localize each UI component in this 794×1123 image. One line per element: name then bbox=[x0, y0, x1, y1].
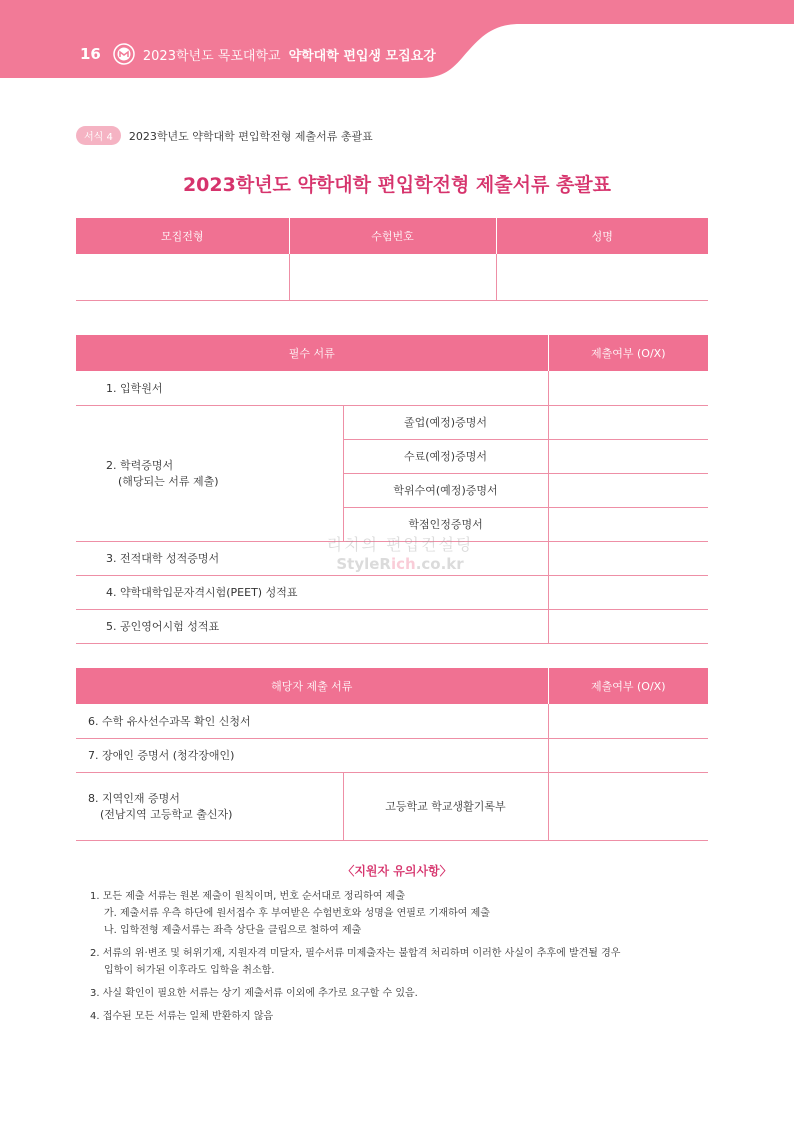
doc-graduation-cert: 졸업(예정)증명서 bbox=[343, 405, 548, 439]
note-1b-text: 나. 입학전형 제출서류는 좌측 상단을 클립으로 철하여 제출 bbox=[104, 925, 362, 936]
doc-disability-cert: 7. 장애인 증명서 (청각장애인) bbox=[76, 738, 548, 772]
note-2-text: 2. 서류의 위·변조 및 허위기재, 지원자격 미달자, 필수서류 미제출자는 불합격 처리하며 이러한 사실이 추후에 발견될 경우 bbox=[90, 948, 621, 959]
note-2b-text: 입학이 허가된 이후라도 입학을 취소함. bbox=[104, 965, 275, 976]
submit-check-1[interactable] bbox=[548, 371, 708, 405]
note-2 bbox=[90, 945, 690, 979]
doc-credit-cert: 학점인정증명서 bbox=[343, 507, 548, 541]
page-number: 16 bbox=[80, 45, 101, 63]
optional-documents-table bbox=[76, 668, 708, 841]
submit-check-2d[interactable] bbox=[548, 507, 708, 541]
header-title-plain: 2023학년도 목포대학교 bbox=[142, 48, 281, 64]
doc-math-prereq: 6. 수학 유사선수과목 확인 신청서 bbox=[76, 704, 548, 738]
header-band bbox=[0, 0, 794, 78]
doc-transcript: 3. 전적대학 성적증명서 bbox=[76, 541, 548, 575]
watermark-part-a: StyleR bbox=[336, 555, 391, 573]
header-submit-status: 제출여부 (O/X) bbox=[548, 335, 708, 371]
watermark-part-c: .co.kr bbox=[415, 555, 464, 573]
note-3 bbox=[90, 985, 690, 1002]
watermark-part-b: ich bbox=[390, 555, 416, 573]
doc-peet-score: 4. 약학대학입문자격시험(PEET) 성적표 bbox=[76, 575, 548, 609]
doc-education-certificate bbox=[76, 405, 343, 541]
header-title-bold: 약학대학 편입생 모집요강 bbox=[288, 48, 436, 64]
submit-check-8[interactable] bbox=[548, 772, 708, 840]
header-required-docs: 필수 서류 bbox=[76, 335, 548, 371]
university-logo-icon bbox=[113, 43, 135, 65]
notes-title: 〈지원자 유의사항〉 bbox=[342, 864, 452, 878]
submit-check-2a[interactable] bbox=[548, 405, 708, 439]
submit-check-3[interactable] bbox=[548, 541, 708, 575]
doc-degree-cert: 학위수여(예정)증명서 bbox=[343, 473, 548, 507]
note-1a-text: 가. 제출서류 우측 하단에 원서접수 후 부여받은 수험번호와 성명을 연필로 기재하여 제출 bbox=[104, 908, 490, 919]
doc-education-title: 2. 학력증명서 bbox=[106, 459, 174, 472]
form-label-text: 2023학년도 약학대학 편입학전형 제출서류 총괄표 bbox=[128, 129, 373, 143]
doc-application-form: 1. 입학원서 bbox=[76, 371, 548, 405]
doc-local-talent bbox=[76, 772, 343, 840]
header-name: 성명 bbox=[496, 218, 708, 254]
note-4-text: 4. 접수된 모든 서류는 일체 반환하지 않음 bbox=[90, 1011, 274, 1022]
header-background bbox=[0, 0, 794, 78]
applicant-info-table bbox=[76, 218, 708, 301]
recruit-type-field[interactable] bbox=[76, 254, 289, 300]
note-4 bbox=[90, 1008, 690, 1025]
header-recruit-type: 모집전형 bbox=[76, 218, 289, 254]
name-field[interactable] bbox=[496, 254, 708, 300]
doc-english-score: 5. 공인영어시험 성적표 bbox=[76, 609, 548, 643]
submit-check-5[interactable] bbox=[548, 609, 708, 643]
submit-check-4[interactable] bbox=[548, 575, 708, 609]
submit-check-2b[interactable] bbox=[548, 439, 708, 473]
required-documents-table bbox=[76, 335, 708, 644]
header-exam-number: 수험번호 bbox=[289, 218, 496, 254]
header-optional-submit-status: 제출여부 (O/X) bbox=[548, 668, 708, 704]
note-1-text: 1. 모든 제출 서류는 원본 제출이 원칙이며, 번호 순서대로 정리하여 제출 bbox=[90, 891, 405, 902]
doc-local-talent-title: 8. 지역인재 증명서 bbox=[88, 792, 180, 805]
note-3-text: 3. 사실 확인이 필요한 서류는 상기 제출서류 이외에 추가로 요구할 수 있음. bbox=[90, 988, 418, 999]
applicant-notes bbox=[90, 888, 690, 1031]
submit-check-2c[interactable] bbox=[548, 473, 708, 507]
note-1 bbox=[90, 888, 690, 939]
submit-check-6[interactable] bbox=[548, 704, 708, 738]
doc-local-talent-note: (전남지역 고등학교 출신자) bbox=[100, 808, 233, 821]
page-title: 2023학년도 약학대학 편입학전형 제출서류 총괄표 bbox=[182, 174, 612, 196]
submit-check-7[interactable] bbox=[548, 738, 708, 772]
header-content bbox=[80, 42, 436, 66]
form-label-row bbox=[76, 126, 373, 145]
watermark-line1: 리치의 편입컨설팅 bbox=[326, 535, 474, 554]
header-optional-docs: 해당자 제출 서류 bbox=[76, 668, 548, 704]
form-badge: 서식 4 bbox=[76, 126, 121, 145]
doc-completion-cert: 수료(예정)증명서 bbox=[343, 439, 548, 473]
exam-number-field[interactable] bbox=[289, 254, 496, 300]
doc-school-record: 고등학교 학교생활기록부 bbox=[343, 772, 548, 840]
doc-education-note: (해당되는 서류 제출) bbox=[118, 475, 219, 488]
